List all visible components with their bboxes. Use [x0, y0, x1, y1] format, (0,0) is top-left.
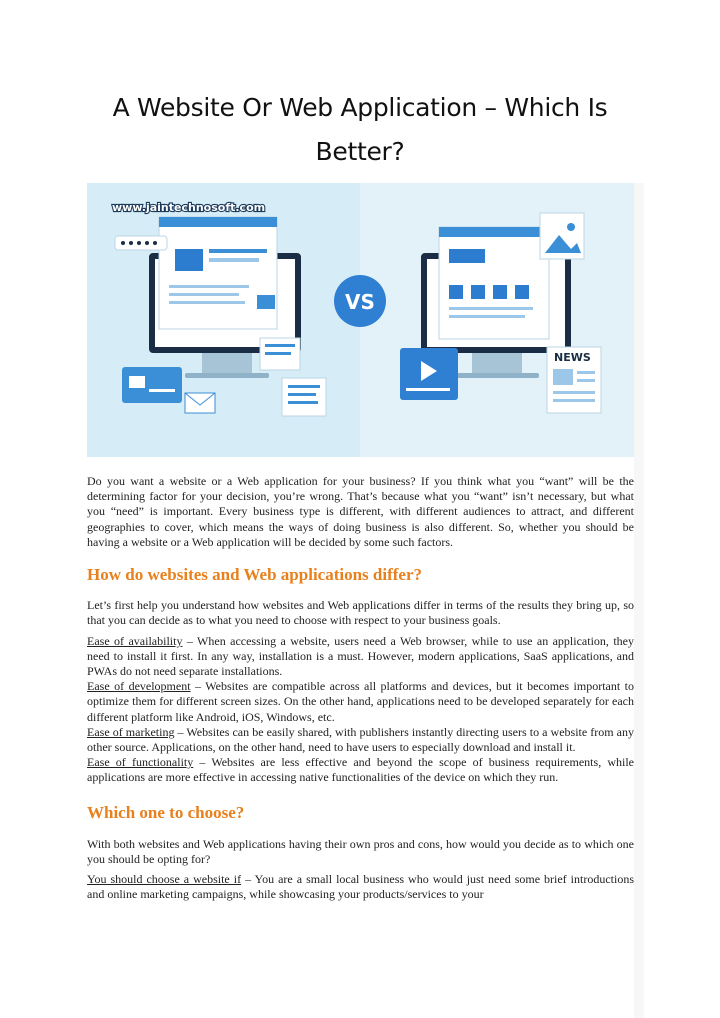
difference-text: – Websites can be easily shared, with publishers instantly directing users to a website from any other source. Applications, on the other hand, need to have users to especially download and install it. — [87, 724, 634, 755]
title-line-2: Better? — [315, 137, 405, 166]
article-body — [87, 474, 634, 903]
difference-text: – When accessing a website, users need a Web browser, while to use an application, they need to install it first. In any way, installation is a must. However, modern applications, SaaS applications, and PWAs do not need separate installations. — [87, 633, 634, 679]
difference-term: Ease of availability — [87, 633, 183, 648]
title-line-1: A Website Or Web Application – Which Is — [112, 93, 608, 122]
section2-intro: With both websites and Web applications having their own pros and cons, how would you decide as to which one you should be opting for? — [87, 836, 634, 867]
website-vs-webapp-illustration — [87, 183, 634, 457]
choose-text: – You are a small local business who would just need some brief introductions and online marketing campaigns, while showcasing your products/services to your — [87, 872, 634, 902]
section-heading-choose: Which one to choose? — [87, 802, 245, 822]
difference-term: Ease of functionality — [87, 755, 194, 770]
hero-illustration — [87, 183, 634, 457]
section-heading-differences: How do websites and Web applications differ? — [87, 565, 423, 585]
vs-badge-text: VS — [345, 290, 375, 314]
difference-item — [87, 679, 634, 725]
difference-text: – Websites are compatible across all platforms and devices, but it becomes important to optimize them for different screen sizes. On the other hand, applications need to be developed separately for each different platform like Android, iOS, Windows, etc. — [87, 679, 634, 724]
watermark-text: www.jaintechnosoft.com — [112, 201, 266, 214]
difference-item — [87, 634, 634, 680]
news-icon-label: NEWS — [554, 351, 591, 364]
difference-term: Ease of development — [87, 679, 191, 694]
difference-text: – Websites are less effective and beyond the scope of business requirements, while applications are more effective in accessing native functionalities of the device on which they run. — [87, 755, 634, 785]
article-title — [70, 86, 650, 174]
choose-term: You should choose a website if — [87, 872, 242, 887]
choose-item — [87, 872, 634, 902]
difference-item — [87, 725, 634, 755]
difference-item — [87, 755, 634, 785]
page-edge-shade — [634, 183, 644, 1018]
intro-paragraph: Do you want a website or a Web application for your business? If you think what you “want” will be the determining factor for your decision, you’re wrong. That’s because what you “want” isn’t necessary, but what you “need” is important. Every business type is different, with different audiences to attract, and different geographies to cover, which means the ways of doing business is also different. So, whether you should be having a website or a Web application will be decided by some such factors. — [87, 474, 634, 549]
difference-term: Ease of marketing — [87, 724, 175, 739]
section1-intro: Let’s first help you understand how websites and Web applications differ in terms of the results they bring up, so that you can decide as to what you need to choose with respect to your business goals. — [87, 598, 634, 628]
